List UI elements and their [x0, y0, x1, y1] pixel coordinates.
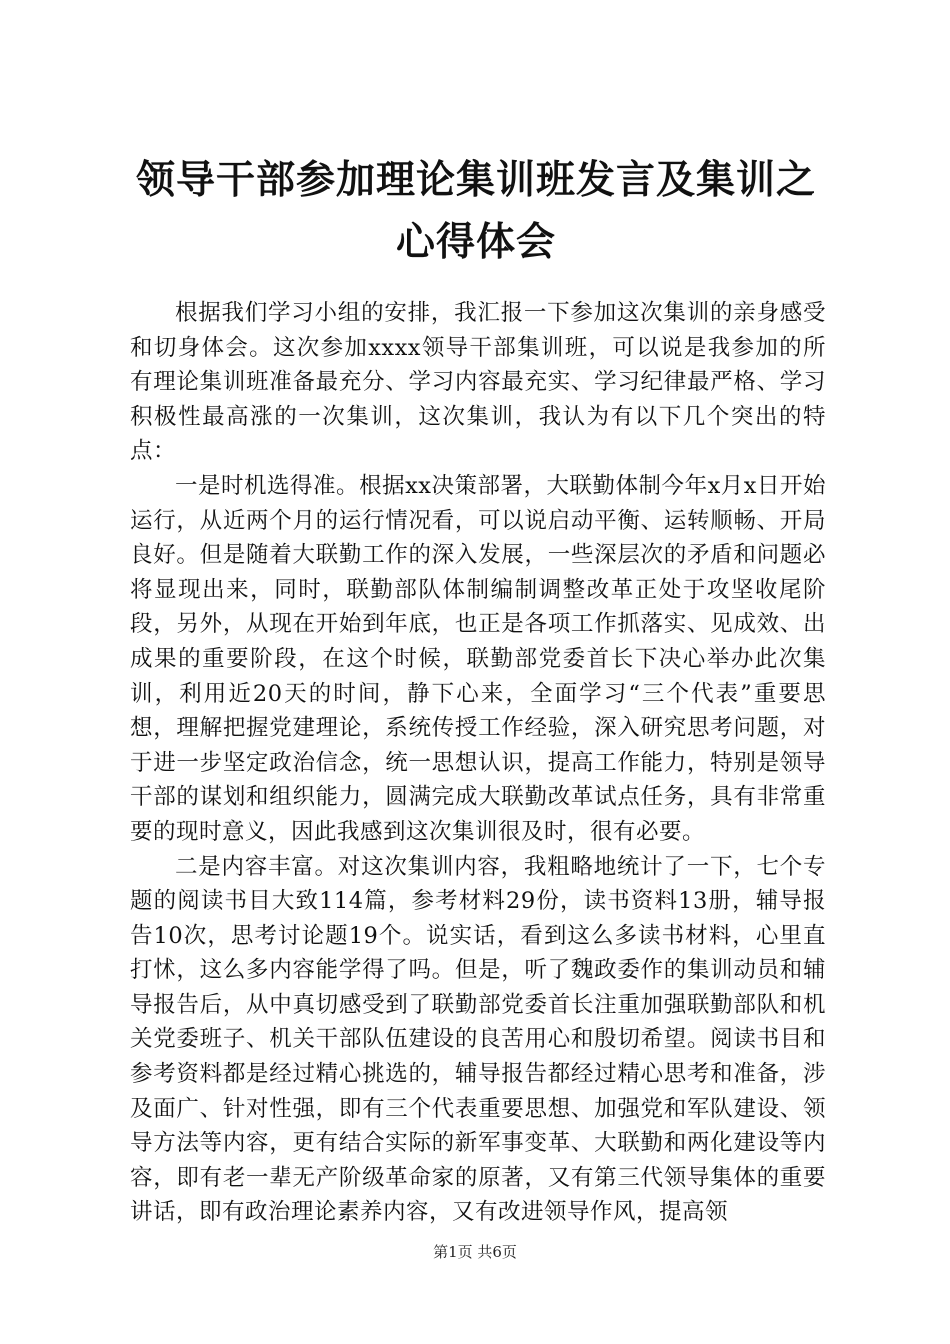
page-number-footer: 第1页 共6页	[433, 1243, 517, 1261]
paragraph-point-one: 一是时机选得准。根据xx决策部署，大联勤体制今年x月x日开始运行，从近两个月的运行情况看，可以说启动平衡、运转顺畅、开局良好。但是随着大联勤工作的深入发展，一些深层次的矛盾和问题必将显现出来，同时，联勤部队体制编制调整改革正处于攻坚收尾阶段，另外，从现在开始到年底，也正是各项工作抓落实、见成效、出成果的重要阶段，在这个时候，联勤部党委首长下决心举办此次集训，利用近20天的时间，静下心来，全面学习“三个代表”重要思想，理解把握党建理论，系统传授工作经验，深入研究思考问题，对于进一步坚定政治信念，统一思想认识，提高工作能力，特别是领导干部的谋划和组织能力，圆满完成大联勤改革试点任务，具有非常重要的现时意义，因此我感到这次集训很及时，很有必要。	[130, 472, 826, 845]
paragraph-point-two: 二是内容丰富。对这次集训内容，我粗略地统计了一下，七个专题的阅读书目大致114篇，参考材料29份，读书资料13册，辅导报告10次，思考讨论题19个。说实话，看到这么多读书材料，心里直打怵，这么多内容能学得了吗。但是，听了魏政委作的集训动员和辅导报告后，从中真切感受到了联勤部党委首长注重加强联勤部队和机关党委班子、机关干部队伍建设的良苦用心和殷切希望。阅读书目和参考资料都是经过精心挑选的，辅导报告都经过精心思考和准备，涉及面广、针对性强，即有三个代表重要思想、加强党和军队建设、领导方法等内容，更有结合实际的新军事变革、大联勤和两化建设等内容，即有老一辈无产阶级革命家的原著，又有第三代领导集体的重要讲话，即有政治理论素养内容，又有改进领导作风，提高领	[130, 853, 826, 1226]
paragraph-intro: 根据我们学习小组的安排，我汇报一下参加这次集训的亲身感受和切身体会。这次参加xxxx领导干部集训班，可以说是我参加的所有理论集训班准备最充分、学习内容最充实、学习纪律最严格、学习积极性最高涨的一次集训，这次集训，我认为有以下几个突出的特点：	[130, 300, 826, 465]
document-title: 领导干部参加理论集训班发言及集训之心得体会	[135, 158, 816, 265]
document-body	[130, 296, 826, 1230]
